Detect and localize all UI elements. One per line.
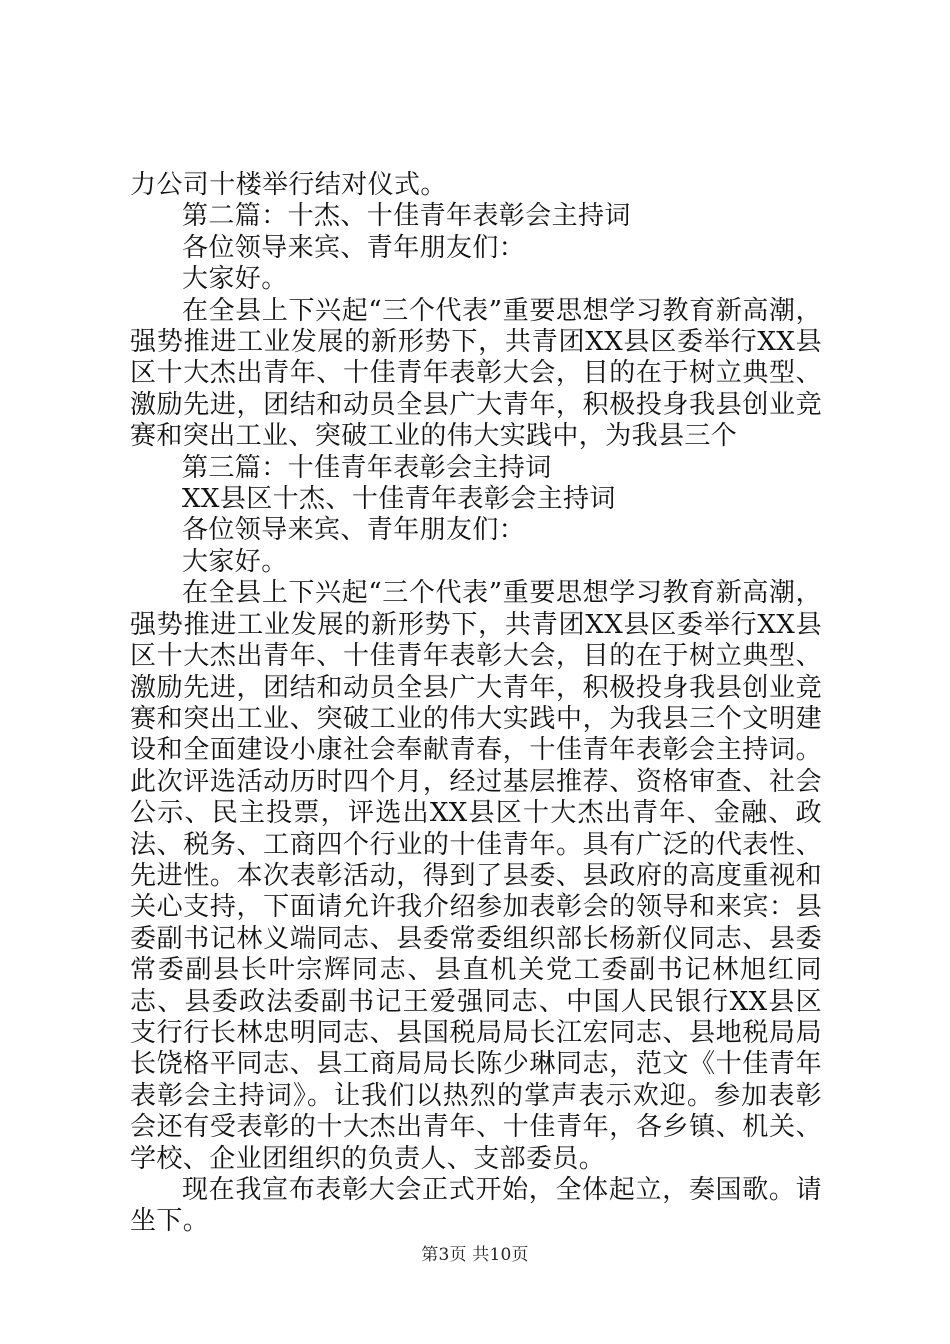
section-heading: 第三篇：十佳青年表彰会主持词 xyxy=(182,452,552,483)
section-heading: 第二篇：十杰、十佳青年表彰会主持词 xyxy=(182,201,631,232)
paragraph: 在全县上下兴起“三个代表”重要思想学习教育新高潮，强势推进工业发展的新形势下，共青团XX县区委举行XX县区十大杰出青年、十佳青年表彰大会，目的在于树立典型、激励先进，团结和动员全县广大青年，积极投身我县创业竞赛和突出工业、突破工业的伟大实践中，为我县三个 xyxy=(130,295,822,452)
paragraph: 在全县上下兴起“三个代表”重要思想学习教育新高潮，强势推进工业发展的新形势下，共青团XX县区委举行XX县区十大杰出青年、十佳青年表彰大会，目的在于树立典型、激励先进，团结和动员全县广大青年，积极投身我县创业竞赛和突出工业、突破工业的伟大实践中，为我县三个文明建设和全面建设小康社会奉献青春，十佳青年表彰会主持词。此次评选活动历时四个月，经过基层推荐、资格审查、社会公示、民主投票，评选出XX县区十大杰出青年、金融、政法、税务、工商四个行业的十佳青年。具有广泛的代表性、先进性。本次表彰活动，得到了县委、县政府的高度重视和关心支持，下面请允许我介绍参加表彰会的领导和来宾：县委副书记林义端同志、县委常委组织部长杨新仪同志、县委常委副县长叶宗辉同志、县直机关党工委副书记林旭红同志、县委政法委副书记王爱强同志、中国人民银行XX县区支行行长林忠明同志、县国税局局长江宏同志、县地税局局长饶格平同志、县工商局局长陈少琳同志，范文《十佳青年表彰会主持词》。让我们以热烈的掌声表示欢迎。参加表彰会还有受表彰的十大杰出青年、十佳青年，各乡镇、机关、学校、企业团组织的负责人、支部委员。 xyxy=(130,578,822,1174)
document-body xyxy=(130,170,822,1238)
salutation: 各位领导来宾、青年朋友们： xyxy=(182,515,526,546)
greeting: 大家好。 xyxy=(182,546,288,577)
section-subtitle: XX县区十杰、十佳青年表彰会主持词 xyxy=(182,484,616,515)
greeting: 大家好。 xyxy=(182,264,288,295)
paragraph: 力公司十楼举行结对仪式。 xyxy=(130,170,447,200)
salutation: 各位领导来宾、青年朋友们： xyxy=(182,232,526,263)
paragraph: 现在我宣布表彰大会正式开始，全体起立，奏国歌。请坐下。 xyxy=(130,1175,822,1237)
page-number-footer: 第3页 共10页 xyxy=(421,1245,529,1265)
